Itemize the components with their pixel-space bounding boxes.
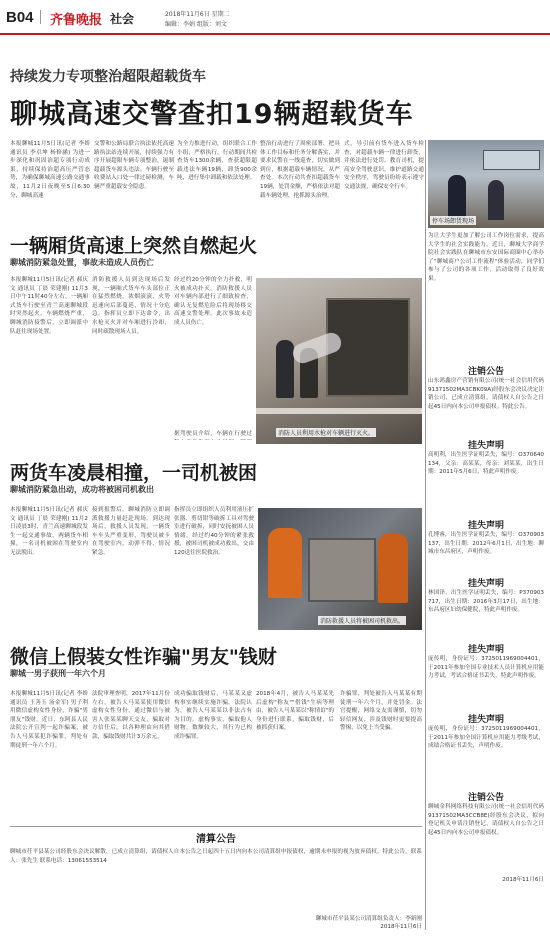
article4-col-5: 诈骗罪，判处被告人马某某有期徒刑一年六个月，并处罚金。法官提醒，网络交友需谨慎，切勿轻信网友，涉及钱财时更要提高警惕，以免上当受骗。 [340,691,422,732]
article4-subhead: 聊城一男子获刑一年六个月 [10,669,106,678]
sidebar-photo [428,140,544,228]
notice-body: 高明利，出生医学证明丢失，编号：O370640134，父亲：高某某，母亲：刘某某，出生日期：2011年5月6日，特此声明作废。 [428,452,544,476]
article1-col-5: 式，导引前有货车进入货车检查，对超载车辆一律进行卸货，并依法进行处罚。教育司机，提高安全驾驶意识，维护道路交通安全秩序，驾驶员纷纷表示遵守交通法规，确保安全行车。 [344,141,424,190]
article4-col-3: 成功骗取钱财后，马某某又虚构事实继续实施诈骗。法院认为，被告人马某某以非法占有为目的，虚构事实，骗取他人财物，数额较大，其行为已构成诈骗罪。 [174,691,252,740]
article3-col-2: 接到报警后，聊城消防立即调派救援力量赶赴现场。到达现场后，救援人员发现，一辆货车车头严重变形，驾驶员被卡在驾驶室内，动弹不得，情况紧急。 [92,507,170,556]
notice-block [428,712,544,781]
notice-title: 挂失声明 [467,441,504,451]
article3-headline: 两货车凌晨相撞，一司机被困 [10,462,258,484]
section-name: 社会 [110,12,135,26]
sidebar-intro: 为让大学生更加了解公司工作岗位需求，提高大学生的社会实践能力，近日，聊城大学商学院社会实践队在聊城市东安国际商圈中心举办了"聊城商户公司工作流程"体验活动，同学们参与了公司的各项工作，活动取得了良好效果。 [428,233,544,282]
date-line: 2018年11月6日 星期二 [165,11,230,18]
notice-body: 庞传明，身份证号：3725011969004401，于2011年参加全国专业技术人员计算机应用能力考试，考试合格证书丢失，特此声明作废。 [428,656,544,680]
article1-col-3: 为全力推进行动，组织联合工作小组，严格执行，行动期间共检查货车1300余辆，查获超限超载违法车辆19辆，卸货900余吨，进行集中卸载和依法处理。 [177,141,257,182]
road-guardrail [256,408,422,414]
article2-col-4: 据驾驶员介绍，车辆在行驶过 [174,431,252,437]
article4-col-2: 法院审理查明，2017年11月份左右，被告人马某某使用微信虚构女性身份，通过微信与被害人张某某聊天交友，骗取对方信任后，以各种理由向其借款，骗取钱财共计3万余元。 [92,691,170,740]
bottom-rule [10,826,422,827]
notice-title: 挂失声明 [467,579,504,589]
bottom-notice-signature: 聊城市茌平县某公司清算组负责人：李新刚 [315,916,422,922]
article1-col-2: 交警和公路局联合执法依托高速路执法站连续开展，持续强力有序开展超限车辆专项整治，遏制超载货车源头违法。车辆行驶至收费站入口处一律过磅检测，车辆严重超载安全隐患。 [94,141,174,190]
article1-col-4: 整治行动进行了周密部署，把具体工作目标和任务分解落实，并要求民警在一线巡查，切实做到到位，根据超载车辆情况，从严查处。本次行动共查扣超载货车19辆，处罚金额，严格依法对超载车辆处理，抢抓源头治理。 [260,141,340,199]
bottom-notice-date: 2018年11月6日 [380,924,422,930]
article1-kicker: 持续发力专项整治超限超载货车 [10,69,206,85]
article1-col-1: 本报聊城11月5日讯(记者 李娇 通讯员 李卓坤 杨修涵) 为进一步深化和巩固治超专项行动成果，持续保持治超高压严管态势，为确保聊城高速公路交通事故，11月2日夜晚至5日6:30分，聊城高速 [10,141,90,199]
article2-col-1: 本报聊城11月5日讯(记者 郝庆文 通讯员 丁晨 荣建刚) 11月3日中午11时40分左右，一辆厢式货车行驶至青兰高速聊城段时突然起火，车辆燃烧严重，聊城消防接警后，立即调派中队赶往现场处置。 [10,277,88,335]
article2-headline: 一辆厢货高速上突然自燃起火 [10,235,258,257]
rescuer-figure [268,528,302,598]
person-figure [488,180,504,220]
vehicle-wreck [308,538,376,602]
notice-block [428,438,544,511]
article2-subhead: 聊城消防紧急处置，事故未造成人员伤亡 [10,258,154,267]
article4-col-4: 2018年4月，被告人马某某先后虚构"称友""借钱"生病等理由，被告人马某某以"称情谊"的身份进行联系，骗取钱财，后被抓获归案。 [256,691,334,732]
bottom-notice [10,830,422,930]
notice-body: 庞传明，身份证号：3725011969004401，于2011年参加全国计算机应用能力考级考试，成绩合格证书丢失，声明作废。 [428,726,544,750]
sidebar-divider [425,140,426,930]
notice-block [428,790,544,883]
article2-photo [256,278,422,444]
editors-line: 编辑：李娟 组版：刘文 [165,21,227,28]
notice-title: 注销公告 [467,793,504,803]
firefighter-figure [276,340,294,398]
article4-col-1: 本报聊城11月5日讯(记者 李娇 通讯员 王善玉 汤金军) 男子利用微信虚构女性身份，诈骗"男朋友"钱财。近日，东阿县人民法院公开宣判一起诈骗案，被告人马某某犯诈骗罪，判处有期徒刑一年六个月。 [10,691,88,749]
article2-photo-caption: 消防人员利用水枪对车辆进行灭火。 [278,430,375,437]
building-sign [483,150,540,170]
notice-block [428,364,544,437]
notice-body: 聊城金科网络科技有限公司(统一社会信用代码91371502MA3CCB8E)经股东会决议，拟向登记机关申请注销登记，请债权人自公告之日起45日内向本公司申报债权。 [428,804,544,836]
person-figure [448,175,466,220]
notice-title: 挂失声明 [467,521,504,531]
article1-headline: 聊城高速交警查扣19辆超载货车 [10,99,414,130]
notice-block [428,518,544,573]
notice-block [428,576,544,639]
brand-divider [40,10,41,24]
notice-body: 山东鸿鑫房产营销有限公司(统一社会信用代码91371502MA3CBK09A)经股东会决议决定注销公司，已成立清算组，请债权人自公告之日起45日内向本公司申报债权。特此公告。 [428,378,544,410]
notice-title: 注销公告 [467,367,504,377]
notice-body: 孔博睿，出生医学证明丢失，编号：O370903137，出生日期：2012年6月1日，出生地：聊城市东昌府区，声明作废。 [428,532,544,556]
notice-body: 林国泽，出生医学证明丢失，编号：P370903717，出生日期：2016年3月17日，出生地：东昌府区妇幼保健院，特此声明作废。 [428,590,544,614]
notice-title: 挂失声明 [467,645,504,655]
newspaper-logo: 齐鲁晚报 [50,13,103,28]
article3-photo [258,508,422,630]
article4-headline: 微信上假装女性诈骗"男友"钱财 [10,646,277,668]
notice-date: 2018年11月6日 [502,877,544,883]
bottom-notice-title: 清算公告 [196,834,236,845]
page-number: B04 [6,9,34,26]
article3-photo-caption: 消防救援人员将被困司机救出。 [320,618,405,625]
article3-col-3: 指挥员立即组织人员利用液压扩张器、剪切钳等破拆工具对驾驶室进行破拆，同时安抚被困人员情绪。经过约40分钟的紧张救援，被困司机被成功救出，交由120送往医院救治。 [174,507,254,556]
sidebar-photo-caption: 停车场卸货现场 [432,218,475,225]
header-rule [0,33,550,35]
article2-col-3: 经过约20分钟的全力扑救，明火被成功扑灭。消防救援人员对车辆内部进行了细致检查，确认无复燃危险后将现场移交高速交警处理。此次事故未造成人员伤亡。 [174,277,252,326]
article2-col-2: 消防救援人员到达现场后发现，一辆厢式货车车头部位正在猛烈燃烧，浓烟滚滚，火势迅速向后部蔓延，情况十分危急。指挥员立即下达命令，出水枪灭火并对车厢进行冷却，同时疏散现场人员。 [92,277,170,335]
rescuer-figure [378,533,408,603]
bottom-notice-body: 聊城市茌平县某公司经股东会决议解散，已成立清算组，请债权人自本公告之日起四十五日内向本公司清算组申报债权，逾期未申报的视为放弃债权。特此公告。联系人：张先生 联系电话：13061553514 [10,849,422,864]
article3-col-1: 本报聊城11月5日讯(记者 郝庆文 通讯员 丁晨 荣建刚) 11月2日凌晨3时，青兰高速聊城段发生一起交通事故，两辆货车相撞，一名司机被困在驾驶室内无法脱出。 [10,507,88,556]
notice-title: 挂失声明 [467,715,504,725]
notice-block [428,642,544,711]
article3-subhead: 聊城消防紧急出动，成功将被困司机救出 [10,485,154,494]
